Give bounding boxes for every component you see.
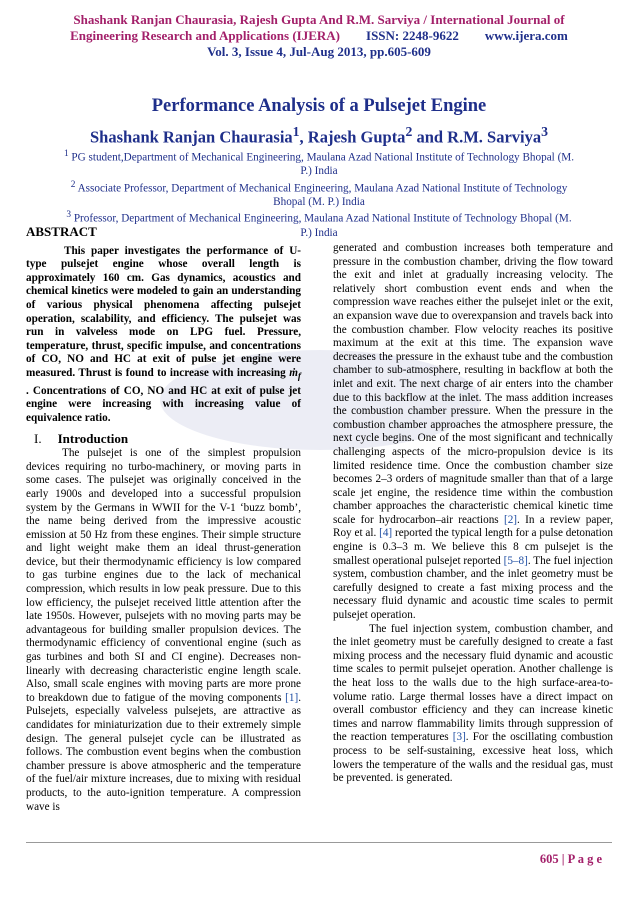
author-3: R.M. Sarviya	[447, 127, 542, 147]
affiliation-num: 1	[63, 149, 69, 159]
affiliation-num: 3	[66, 210, 72, 221]
journal-link[interactable]: www.ijera.com	[484, 28, 568, 43]
paragraph-text: The fuel injection system, combustion chamber, and the inlet geometry must be carefully designed to create a fast mixing process and the necessary fluid dynamic and acoustic time scales to permit pulsejet operation. Another challenge is the heat loss to the walls due to the high surface-area-to-volume ratio. Large thermal losses have a direct impact on overall combustor efficiency and they can increase kinetic times and narrow flammability limits through suppression of the reaction temperatures	[333, 622, 613, 744]
abstract-heading: ABSTRACT	[26, 224, 97, 239]
citation-link[interactable]: [5–8]	[503, 554, 528, 567]
affiliation-text: PG student,Department of Mechanical Engineering, Maulana Azad National Institute of Technology Bhopal (M. P.) India	[71, 151, 575, 178]
paper-title: Performance Analysis of a Pulsejet Engine	[151, 96, 487, 116]
paragraph-continued	[333, 242, 613, 623]
citation-link[interactable]: [1]	[285, 691, 299, 704]
paragraph-text: generated and combustion increases both temperature and pressure in the combustion chamber, driving the flow toward the exit and inlet at gradually increasing velocity. The relatively short combustion event ends and when the compression wave reaches either the pulsejet inlet or the exit, an expansion wave due to overexpansion and travels back into the combustion chamber. Flow velocity reaches its positive maximum at the exit at this time. The expansion wave decreases the pressure in the exhaust tube and the combustion chamber to sub-atmosphere, resulting in backflow at both the inlet and exit. The next charge of air enters into the chamber due to this backflow at the inlet. The mass addition increases the combustion chamber pressure. When the pressure in the combustion chamber approaches the atmosphere pressure, the next cycle begins. One of the most significant and technically challenging aspects of the micro-propulsion device is its limited residence time. Once the combustion chamber size becomes 2–3 orders of magnitude smaller than that of a large scale jet engine, the residence time within the combustion chamber approaches the characteristic chemical kinetic time scale for hydrocarbon–air reactions	[333, 242, 613, 526]
paragraph-text: The pulsejet is one of the simplest propulsion devices requiring no turbo-machinery, or moving parts in some cases. The pulsejet was originally conceived in the early 1900s and developed into a successful propulsion system by the Germans in WWII for the V-1 ‘buzz bomb’, the name being derived from the impressive acoustic emission at 50 Hz from these engines. Their simple structure and light weight make them an ideal thrust-generation device, but their thermodynamic efficiency is low compared to gas turbine engines due to the lack of mechanical compression, which results in low peak pressure. Due to this low efficiency, the pulsejet received little attention after the late 1950s. However, pulsejets with no moving parts may be advantageous for building smaller propulsion devices. The thermodynamic efficiency of conventional engine (such as gas turbines and both SI and CI engine). Decreases non-linearly with decreasing characteristic engine length scale. Also, small scale engines with moving parts are more prone to breakdown due to fatigue of the moving components	[26, 447, 301, 704]
header-line-1: Shashank Ranjan Chaurasia, Rajesh Gupta And R.M. Sarviya / International Journal of	[73, 12, 565, 27]
issn: ISSN: 2248-9622	[366, 28, 459, 43]
section-number: I.	[34, 430, 42, 446]
header-line-2	[20, 28, 618, 44]
citation-link[interactable]: [4]	[379, 527, 393, 540]
paragraph-text: . Pulsejets, especially valveless pulsejets, are attractive as candidates for miniaturization due to their extremely simple design. The general pulsejet cycle can be illustrated as follows. The combustion event begins when the combustion chamber pressure is above atmospheric and the temperature of the fuel/air mixture increases, due to mixing with residual products, to the auto-ignition temperature. A compression wave is	[26, 691, 301, 813]
page-number: 605 | P a g e	[539, 852, 602, 866]
affiliation-1	[60, 148, 578, 179]
paragraph-text: . For the oscillating combustion process to be self-sustaining, excessive heat loss, which lowers the temperature of the walls and the residual gas, must be prevented. is generated.	[333, 731, 613, 785]
author-separator: ,	[299, 127, 308, 147]
math-subscript: f	[297, 372, 301, 383]
paragraph-text: . The fuel injection system, combustion chamber, and the inlet geometry must be carefully designed to create a fast mixing process and the necessary fluid dynamic and acoustic time scales to permit pulsejet operation.	[333, 554, 613, 622]
left-column	[26, 225, 301, 814]
author-1-sup: 1	[292, 124, 300, 139]
intro-paragraph	[26, 447, 301, 814]
footer-divider	[26, 842, 612, 843]
author-2-sup: 2	[405, 124, 413, 139]
affiliation-text: Associate Professor, Department of Mechanical Engineering, Maulana Azad National Institute of Technology Bhopal (M. P.) India	[77, 182, 568, 208]
journal-name: Engineering Research and Applications (IJERA)	[70, 28, 341, 43]
author-3-sup: 3	[541, 124, 548, 139]
section-heading-introduction	[34, 432, 301, 446]
affiliation-2	[60, 179, 578, 210]
affiliation-text: Professor, Department of Mechanical Engineering, Maulana Azad National Institute of Technology Bhopal (M. P.) India	[73, 213, 572, 239]
author-1: Shashank Ranjan Chaurasia	[90, 127, 293, 147]
citation-link[interactable]: [3]	[452, 731, 466, 744]
author-2: Rajesh Gupta	[307, 127, 406, 147]
paragraph-text: reported the typical length for a pulse detonation engine is 0.3–3 m. We believe this 8 cm pulsejet is the smallest operational pulsejet reported	[333, 527, 613, 567]
abstract-text-a: This paper investigates the performance of U-type pulsejet engine whose overall length is approximately 160 cm. Gas dynamics, acoustics and chemical kinetics were modeled to gain an understanding of various physical phenomena affecting pulsejet operation, scalability, and efficiency. The pulsejet was run in valveless mode on LPG fuel. Pressure, temperature, thrust, specific impulse, and concentrations of CO, NO and HC at exit of pulse jet engine were measured. Thrust is found to increase with increasing	[26, 244, 301, 379]
paragraph	[333, 623, 613, 786]
abstract-text-b: . Concentrations of CO, NO and HC at exit of pulse jet engine were increasing with increasing value of equivalence ratio.	[26, 384, 301, 424]
author-separator: and	[412, 127, 448, 147]
section-title: Introduction	[57, 430, 129, 446]
math-symbol: ṁ	[289, 366, 298, 379]
paragraph-text: . In a review paper, Roy et al.	[333, 513, 614, 540]
citation-link[interactable]: [2]	[503, 513, 518, 526]
author-list	[0, 124, 638, 148]
right-column	[333, 242, 613, 786]
journal-header	[20, 12, 618, 60]
volume-info: Vol. 3, Issue 4, Jul-Aug 2013, pp.605-609	[207, 44, 431, 59]
affiliation-num: 2	[70, 179, 76, 190]
abstract-text	[26, 245, 301, 426]
